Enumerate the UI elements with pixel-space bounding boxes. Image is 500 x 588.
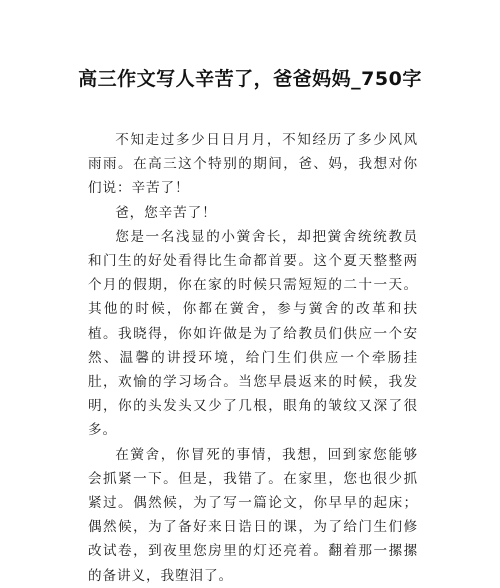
document-body	[88, 128, 418, 588]
paragraph: 在黉舍，你冒死的事情，我想，回到家您能够会抓紧一下。但是，我错了。在家里，您也很少抓紧过。偶然候，为了写一篇论文，你早早的起床；偶然候，为了备好来日诰日的课，为了给门生们修改试卷，到夜里您房里的灯还亮着。翻着那一摞摞的备讲义，我堕泪了。	[88, 446, 418, 584]
document-title: 高三作文写人辛苦了，爸爸妈妈_750字	[78, 68, 422, 90]
paragraph: 不知走过多少日日月月，不知经历了多少风风雨雨。在高三这个特别的期间，爸、妈，我想对你们说：辛苦了！	[88, 132, 418, 197]
paragraph: 您是一名浅显的小黉舍长，却把黉舍统统教员和门生的好处看得比生命都首要。这个夏天整整两个月的假期，你在家的时候只需短短的二十一天。其他的时候，你都在黉舍，参与黉舍的改革和扶植。我晓得，你如许做是为了给教员们供应一个安然、温馨的讲授环境，给门生们供应一个牵肠挂肚，欢愉的学习场合。当您早晨返来的时候，我发明，你的头发头又少了几根，眼角的皱纹又深了很多。	[88, 228, 418, 439]
paragraph: 爸，您辛苦了！	[115, 204, 217, 221]
